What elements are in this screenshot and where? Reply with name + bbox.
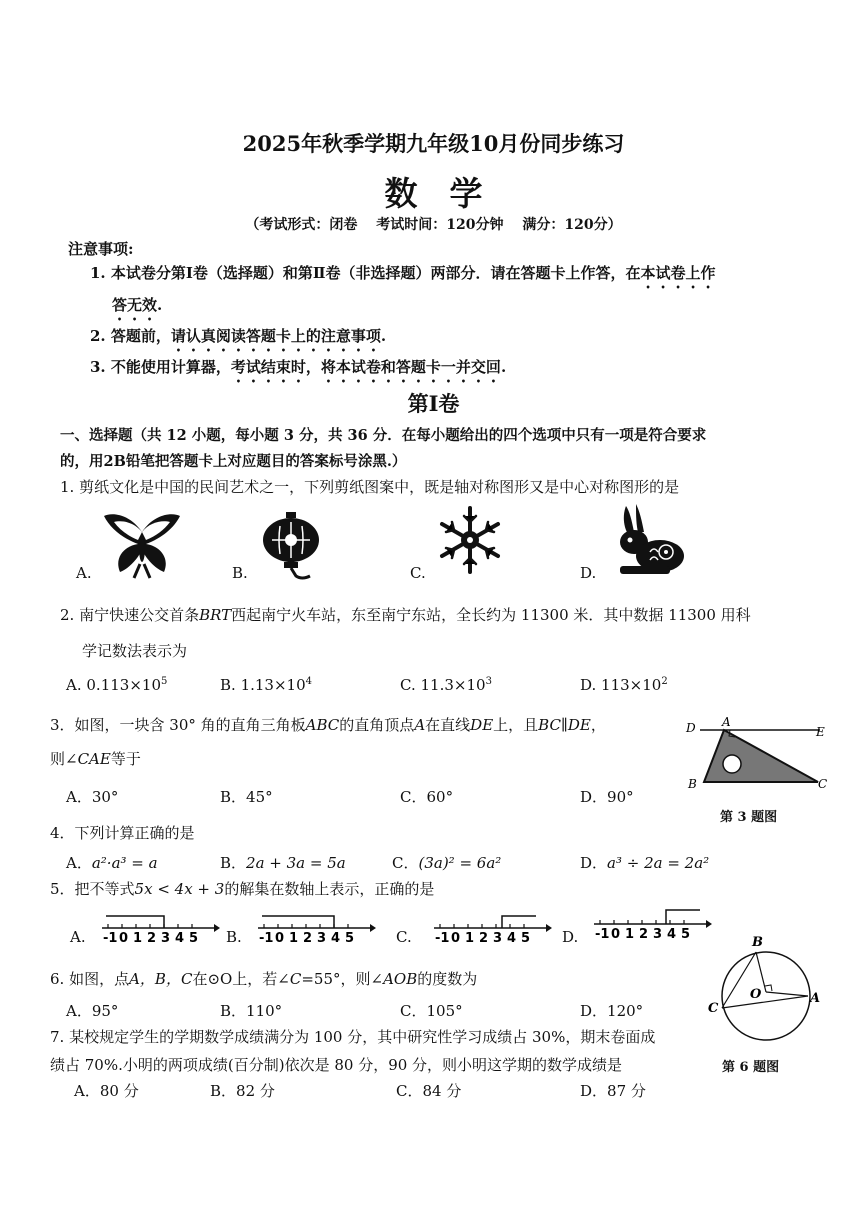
q2-option-b: B. $1.13\times 10^4$	[220, 676, 313, 694]
q3-triangle-figure	[684, 715, 828, 796]
q2-option-c: C. $11.3\times 10^3$	[400, 676, 492, 694]
svg-text:-1: -1	[259, 931, 274, 946]
q1-option-b-label: B.	[232, 564, 248, 582]
q3-option-b: B．45°	[220, 788, 273, 806]
svg-text:5: 5	[681, 927, 691, 942]
svg-text:3: 3	[161, 931, 171, 946]
section-1-line-1: 一、选择题（共 12 小题，每小题 3 分，共 36 分．在每小题给出的四个选项中只有一项是符合要求	[60, 427, 707, 444]
svg-text:2: 2	[639, 927, 649, 942]
svg-text:2: 2	[147, 931, 157, 946]
svg-text:3: 3	[653, 927, 663, 942]
q7-line-2: 绩占 70%.小明的两项成绩(百分制)依次是 80 分，90 分，则小明这学期的数学成绩是	[50, 1056, 623, 1074]
q6-label-b: B	[752, 935, 763, 950]
q7-option-d: D．87 分	[580, 1082, 646, 1100]
q2-stem: 2. 南宁快速公交首条BRT西起南宁火车站，东至南宁东站，全长约为 11300 米．其中数据 11300 用科	[60, 606, 751, 624]
q4-option-c: C．(3a)² = 6a²	[392, 854, 502, 872]
q3-label-d: D	[686, 721, 696, 735]
butterfly-papercut-icon	[100, 510, 184, 580]
note-2: 2. 答题前，请认真阅读答题卡上的注意事项.	[90, 327, 387, 345]
q2-option-a: A. $0.113\times 10^5$	[66, 676, 168, 694]
snowflake-papercut-icon	[436, 506, 504, 574]
q7-option-c: C．84 分	[396, 1082, 462, 1100]
note-1-cont: 答无效.	[112, 296, 163, 314]
note-1: 1. 本试卷分第Ⅰ卷（选择题）和第Ⅱ卷（非选择题）两部分．请在答题卡上作答，在本试卷上作	[90, 264, 716, 282]
q6-option-b: B．110°	[220, 1002, 283, 1020]
q6-circle-figure	[704, 930, 828, 1050]
q6-stem: 6. 如图，点A，B，C在⊙O上，若∠C=55°，则∠AOB的度数为	[50, 970, 478, 988]
q7-option-a: A．80 分	[74, 1082, 139, 1100]
exam-title: 2025年秋季学期九年级10月份同步练习	[242, 131, 625, 156]
q6-caption: 第 6 题图	[722, 1060, 780, 1075]
svg-text:2: 2	[479, 931, 489, 946]
q5-number-line-b	[256, 908, 376, 946]
volume-title: 第Ⅰ卷	[407, 391, 460, 416]
q1-option-c-label: C.	[410, 564, 426, 582]
svg-text:5: 5	[345, 931, 355, 946]
q3-option-d: D．90°	[580, 788, 634, 806]
q3-label-a: A	[722, 715, 731, 729]
exam-info: （考试形式：闭卷 考试时间：120分钟 满分：120分）	[245, 217, 622, 233]
svg-text:1: 1	[465, 931, 475, 946]
q6-option-d: D．120°	[580, 1002, 644, 1020]
q1-stem: 1. 剪纸文化是中国的民间艺术之一，下列剪纸图案中，既是轴对称图形又是中心对称图形的是	[60, 478, 680, 496]
q4-option-d: D．a³ ÷ 2a = 2a²	[580, 854, 710, 872]
q4-option-b: B．2a + 3a = 5a	[220, 854, 346, 872]
q1-option-d-label: D.	[580, 564, 597, 582]
q6-label-c: C	[708, 1001, 719, 1016]
q5-option-a-label: A.	[70, 928, 86, 946]
q3-caption: 第 3 题图	[720, 810, 778, 825]
q4-stem: 4．下列计算正确的是	[50, 824, 195, 842]
notes-heading: 注意事项:	[68, 240, 134, 258]
q1-option-a-label: A.	[76, 564, 92, 582]
svg-text:-1: -1	[595, 927, 610, 942]
svg-text:4: 4	[507, 931, 517, 946]
q3-option-a: A．30°	[66, 788, 119, 806]
q6-option-c: C．105°	[400, 1002, 463, 1020]
svg-text:1: 1	[625, 927, 635, 942]
q5-number-line-d	[592, 904, 712, 942]
q2-stem-cont: 学记数法表示为	[82, 642, 188, 660]
q7-line-1: 7. 某校规定学生的学期数学成绩满分为 100 分，其中研究性学习成绩占 30%，期末卷面成	[50, 1028, 656, 1046]
q6-label-o: O	[750, 987, 762, 1002]
svg-text:0: 0	[611, 927, 621, 942]
svg-text:1: 1	[289, 931, 299, 946]
q2-option-d: D. $113\times 10^2$	[580, 676, 668, 694]
q5-number-line-c	[432, 908, 552, 946]
svg-text:0: 0	[119, 931, 129, 946]
svg-text:3: 3	[493, 931, 503, 946]
subject-title: 数学	[384, 174, 515, 213]
svg-text:4: 4	[175, 931, 185, 946]
svg-text:1: 1	[133, 931, 143, 946]
q5-stem: 5．把不等式5x < 4x + 3的解集在数轴上表示，正确的是	[50, 880, 435, 898]
note-3: 3. 不能使用计算器，考试结束时，将本试卷和答题卡一并交回.	[90, 358, 507, 376]
svg-text:0: 0	[451, 931, 461, 946]
q3-label-b: B	[688, 777, 697, 791]
q5-option-b-label: B.	[226, 928, 242, 946]
q3-stem-cont: 则∠CAE等于	[50, 750, 141, 768]
svg-text:3: 3	[317, 931, 327, 946]
q3-option-c: C．60°	[400, 788, 454, 806]
svg-text:-1: -1	[103, 931, 118, 946]
q6-label-a: A	[810, 991, 821, 1006]
q5-option-c-label: C.	[396, 928, 412, 946]
svg-text:2: 2	[303, 931, 313, 946]
svg-text:4: 4	[331, 931, 341, 946]
svg-text:-1: -1	[435, 931, 450, 946]
svg-text:5: 5	[521, 931, 531, 946]
q3-label-c: C	[818, 777, 828, 791]
lantern-papercut-icon	[258, 512, 324, 580]
q6-option-a: A．95°	[66, 1002, 119, 1020]
svg-text:5: 5	[189, 931, 199, 946]
q5-option-d-label: D.	[562, 928, 579, 946]
svg-text:0: 0	[275, 931, 285, 946]
q5-number-line-a	[100, 908, 220, 946]
q3-stem: 3．如图，一块含 30° 角的直角三角板ABC的直角顶点A在直线DE上，且BC∥DE，	[50, 716, 606, 734]
q4-option-a: A．a²·a³ = a	[66, 854, 158, 872]
section-1-line-2: 的，用2B铅笔把答题卡上对应题目的答案标号涂黑.）	[60, 453, 407, 470]
rabbit-papercut-icon	[606, 502, 688, 578]
q3-label-e: E	[816, 725, 825, 739]
svg-text:4: 4	[667, 927, 677, 942]
q7-option-b: B．82 分	[210, 1082, 275, 1100]
